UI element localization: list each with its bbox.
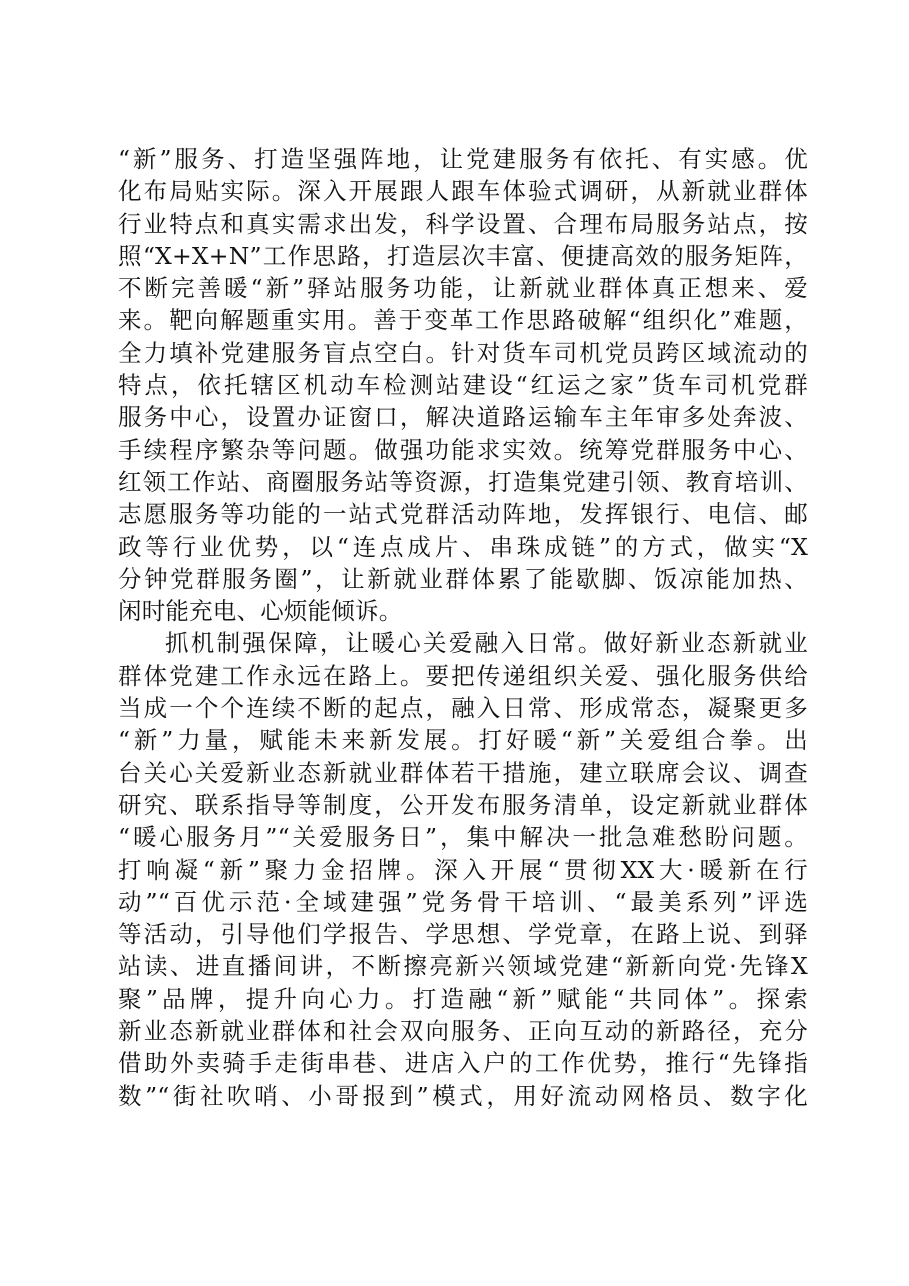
text-line: 研究、联系指导等制度，公开发布服务清单，设定新就业群体 bbox=[118, 790, 808, 819]
document-page bbox=[118, 143, 808, 1112]
text-line: 站读、进直播间讲，不断擦亮新兴领域党建“新新向党·先锋X bbox=[118, 952, 808, 981]
text-line: 全力填补党建服务盲点空白。针对货车司机党员跨区域流动的 bbox=[118, 338, 808, 367]
text-line: 动”“百优示范·全域建强”党务骨干培训、“最美系列”评选 bbox=[118, 887, 808, 916]
text-line: 数”“街社吹哨、小哥报到”模式，用好流动网格员、数字化 bbox=[118, 1081, 808, 1110]
text-line: 红领工作站、商圈服务站等资源，打造集党建引领、教育培训、 bbox=[118, 467, 808, 496]
paragraph-2 bbox=[118, 627, 808, 1111]
text-line: 打响凝“新”聚力金招牌。深入开展“贯彻XX大·暖新在行 bbox=[118, 855, 808, 884]
text-line: 新业态新就业群体和社会双向服务、正向互动的新路径，充分 bbox=[118, 1017, 808, 1046]
text-line: 志愿服务等功能的一站式党群活动阵地，发挥银行、电信、邮 bbox=[118, 500, 808, 529]
text-line: 群体党建工作永远在路上。要把传递组织关爱、强化服务供给 bbox=[118, 661, 808, 690]
text-line: 聚”品牌，提升向心力。打造融“新”赋能“共同体”。探索 bbox=[118, 984, 808, 1013]
text-line: “暖心服务月”“关爱服务日”，集中解决一批急难愁盼问题。 bbox=[118, 823, 808, 852]
text-line: 政等行业优势，以“连点成片、串珠成链”的方式，做实“X bbox=[118, 532, 808, 561]
text-line: 服务中心，设置办证窗口，解决道路运输车主年审多处奔波、 bbox=[118, 403, 808, 432]
text-line: 分钟党群服务圈”，让新就业群体累了能歇脚、饭凉能加热、 bbox=[118, 564, 808, 593]
text-line: 闲时能充电、心烦能倾诉。 bbox=[118, 597, 403, 626]
text-line: “新”力量，赋能未来新发展。打好暖“新”关爱组合拳。出 bbox=[118, 726, 808, 755]
text-line: 不断完善暖“新”驿站服务功能，让新就业群体真正想来、爱 bbox=[118, 274, 808, 303]
text-line: 手续程序繁杂等问题。做强功能求实效。统筹党群服务中心、 bbox=[118, 435, 808, 464]
text-line: 来。靶向解题重实用。善于变革工作思路破解“组织化”难题， bbox=[118, 306, 808, 335]
text-line: 当成一个个连续不断的起点，融入日常、形成常态，凝聚更多 bbox=[118, 694, 808, 723]
text-line: 化布局贴实际。深入开展跟人跟车体验式调研，从新就业群体 bbox=[118, 177, 808, 206]
text-line: 照“X+X+N”工作思路，打造层次丰富、便捷高效的服务矩阵， bbox=[118, 241, 808, 270]
text-line: 台关心关爱新业态新就业群体若干措施，建立联席会议、调查 bbox=[118, 758, 808, 787]
text-line: “新”服务、打造坚强阵地，让党建服务有依托、有实感。优 bbox=[118, 145, 808, 173]
text-line: 等活动，引导他们学报告、学思想、学党章，在路上说、到驿 bbox=[118, 920, 808, 949]
paragraph-1 bbox=[118, 143, 808, 627]
text-line: 借助外卖骑手走街串巷、进店入户的工作优势，推行“先锋指 bbox=[118, 1049, 808, 1078]
text-line: 特点，依托辖区机动车检测站建设“红运之家”货车司机党群 bbox=[118, 371, 808, 400]
text-line: 抓机制强保障，让暖心关爱融入日常。做好新业态新就业 bbox=[165, 629, 808, 658]
text-line: 行业特点和真实需求出发，科学设置、合理布局服务站点，按 bbox=[118, 209, 808, 238]
